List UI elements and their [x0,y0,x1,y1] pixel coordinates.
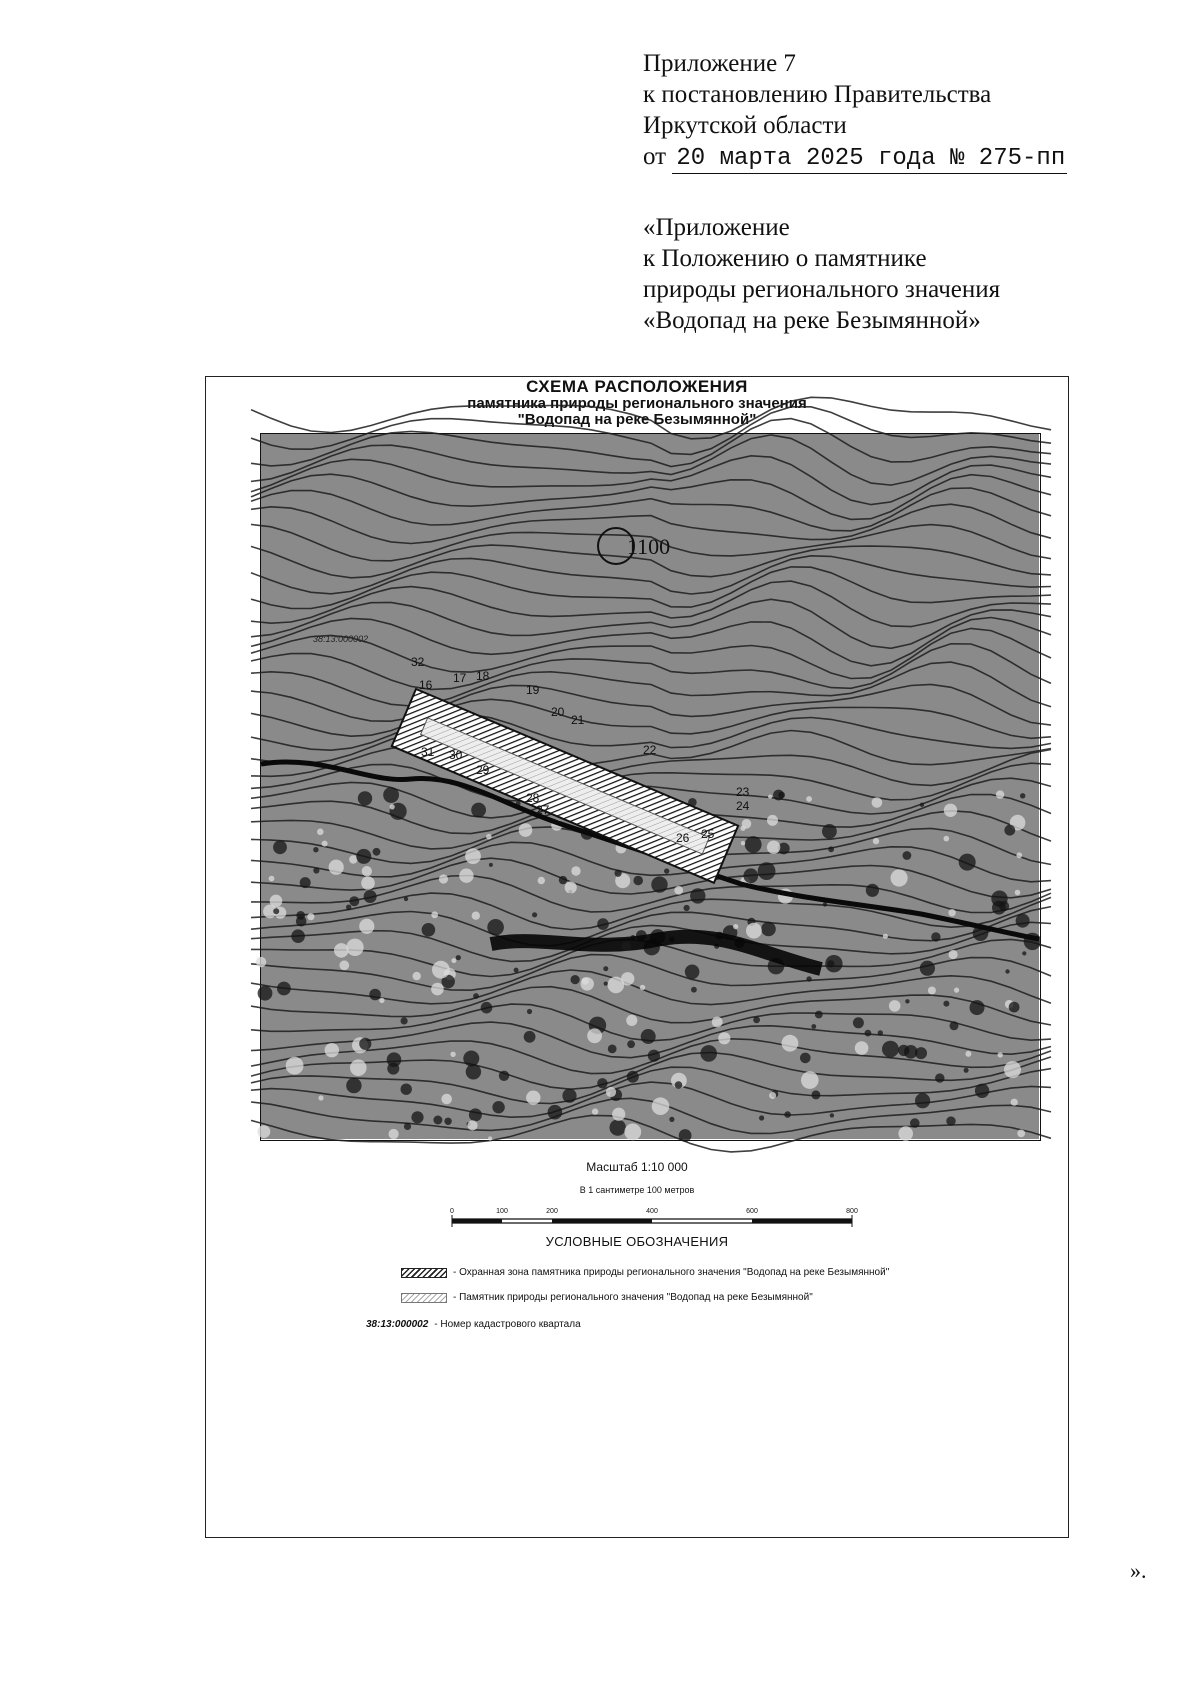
closing-quote: ». [1130,1558,1147,1583]
scale-tick-label: 200 [546,1208,558,1215]
forest-mark [451,958,456,963]
forest-mark [1015,890,1021,896]
forest-mark [532,912,537,917]
forest-mark [361,876,375,890]
forest-mark [891,869,908,886]
forest-mark [411,1111,423,1123]
forest-mark [910,1118,920,1128]
forest-mark [815,1011,823,1019]
forest-mark [492,1101,504,1113]
forest-mark [401,1084,412,1095]
forest-mark [949,950,958,959]
forest-mark [948,909,955,916]
forest-mark [633,876,643,886]
forest-mark [992,901,1006,915]
forest-mark [610,1119,626,1135]
forest-mark [467,1120,477,1130]
forest-mark [339,960,349,970]
cadastral-label: 38:13:000002 [313,634,369,644]
legend-item-monument [401,1292,813,1303]
forest-mark [401,1017,408,1024]
attachment-line-4: «Водопад на реке Безымянной» [643,307,981,334]
legend-label: - Охранная зона памятника природы регионального значения "Водопад на реке Безымянной" [453,1267,890,1278]
forest-mark [404,897,408,901]
forest-mark [928,987,936,995]
decree-number: 20 марта 2025 года № 275-пп [672,145,1067,174]
forest-mark [307,913,314,920]
forest-mark [489,863,493,867]
forest-mark [389,1129,399,1139]
forest-mark [346,905,351,910]
forest-mark [873,838,879,844]
forest-mark [733,924,738,929]
forest-mark [256,957,266,967]
forest-mark [459,869,473,883]
forest-mark [753,1017,760,1024]
forest-mark [514,968,519,973]
forest-mark [920,961,935,976]
decree-line [643,141,1067,174]
forest-mark [488,1136,492,1140]
forest-mark [965,1051,971,1057]
scale-bar [448,1203,856,1235]
forest-mark [317,829,324,836]
forest-mark [472,912,480,920]
forest-mark [559,876,567,884]
forest-mark [679,1129,692,1142]
forest-mark [349,896,359,906]
forest-mark [761,922,776,937]
forest-mark [801,1071,819,1089]
forest-mark [486,834,492,840]
forest-mark [1020,793,1025,798]
forest-mark [582,977,589,984]
forest-mark [685,965,700,980]
forest-mark [959,854,976,871]
forest-mark [362,866,372,876]
boundary-point-32: 32 [411,655,425,669]
forest-mark [358,791,372,805]
forest-mark [346,939,363,956]
forest-mark [740,826,745,831]
forest-mark [767,815,778,826]
forest-mark [592,1108,598,1114]
scale-title: Масштаб 1:10 000 [586,1160,688,1174]
forest-mark [865,1030,872,1037]
forest-mark [296,911,305,920]
forest-mark [712,1017,723,1028]
forest-mark [527,1009,532,1014]
forest-mark [768,795,772,799]
forest-mark [641,1029,656,1044]
forest-mark [782,1035,799,1052]
forest-mark [456,955,461,960]
boundary-point-22: 22 [643,743,657,757]
forest-mark [964,1068,969,1073]
appendix-ref-line: к постановлению Правительства [643,81,992,108]
forest-mark [741,841,745,845]
forest-mark [931,932,940,941]
boundary-point-26: 26 [676,831,690,845]
forest-mark [431,911,438,918]
forest-mark [866,884,879,897]
forest-mark [889,1000,901,1012]
forest-mark [758,862,776,880]
forest-mark [624,1124,641,1141]
document-header [643,48,1067,174]
legend-item-buffer-zone [401,1267,889,1278]
forest-mark [334,943,349,958]
forest-mark [954,988,959,993]
forest-mark [784,1111,791,1118]
forest-mark [743,868,758,883]
forest-mark [300,877,311,888]
forest-mark [648,1050,660,1062]
boundary-point-31: 31 [421,745,435,759]
forest-mark [745,836,762,853]
forest-mark [313,867,319,873]
forest-mark [571,975,580,984]
forest-mark [431,983,444,996]
forest-mark [1004,825,1015,836]
forest-mark [364,890,377,903]
forest-mark [915,1093,930,1108]
forest-mark [830,1113,834,1117]
forest-mark [975,1084,989,1098]
forest-mark [944,804,957,817]
attachment-header [643,212,1000,336]
map-subtitle: памятника природы регионального значения [467,395,807,412]
forest-mark [1005,969,1009,973]
forest-mark [943,1001,949,1007]
attachment-line-3: природы регионального значения [643,276,1001,303]
forest-mark [413,972,421,980]
forest-mark [691,987,697,993]
forest-mark [322,841,328,847]
forest-mark [872,797,883,808]
forest-mark [359,1038,371,1050]
forest-mark [346,1078,361,1093]
scale-tick-label: 600 [746,1208,758,1215]
boundary-point-27: 27 [536,803,550,817]
forest-mark [608,1045,617,1054]
forest-mark [277,982,291,996]
boundary-point-18: 18 [476,669,490,683]
forest-mark [806,976,811,981]
forest-mark [855,1041,869,1055]
forest-mark [349,855,357,863]
forest-mark [904,1045,918,1059]
boundary-point-28: 28 [526,791,540,805]
forest-mark [597,918,609,930]
forest-mark [664,868,669,873]
forest-mark [604,982,608,986]
forest-mark [387,1052,402,1067]
forest-mark [690,888,705,903]
forest-mark [996,790,1004,798]
forest-mark [882,1041,899,1058]
forest-mark [258,986,273,1001]
map-canvas [261,434,1039,1139]
appendix-region-line: Иркутской области [643,112,847,139]
legend-label: - Памятник природы регионального значения "Водопад на реке Безымянной" [453,1292,813,1303]
forest-mark [565,881,577,893]
forest-mark [471,803,486,818]
forest-mark [571,866,580,875]
forest-mark [1016,852,1022,858]
forest-mark [946,1116,955,1125]
topographic-map [260,433,1041,1141]
decree-prefix: от [643,143,667,170]
forest-mark [853,1017,864,1028]
forest-mark [822,824,837,839]
scale-subtitle: В 1 сантиметре 100 метров [579,1185,695,1195]
forest-mark [825,955,842,972]
forest-mark [1009,1002,1020,1013]
forest-mark [313,847,318,852]
scale-tick-label: 100 [496,1208,508,1215]
forest-mark [935,1073,944,1082]
boundary-point-23: 23 [736,785,750,799]
monument-swatch [401,1293,447,1303]
forest-mark [651,876,667,892]
forest-mark [700,1045,717,1062]
forest-mark [466,1064,481,1079]
forest-mark [621,972,634,985]
forest-mark [373,848,381,856]
scale-tick-label: 0 [450,1208,454,1215]
map-title: СХЕМА РАСПОЛОЖЕНИЯ [526,377,748,396]
forest-mark [444,1118,451,1125]
boundary-point-21: 21 [571,713,585,727]
forest-mark [487,919,504,936]
forest-mark [463,1051,479,1067]
forest-mark [640,985,646,991]
forest-mark [465,848,481,864]
forest-mark [1016,914,1030,928]
forest-mark [669,1117,674,1122]
boundary-point-25: 25 [701,827,715,841]
map-frame [205,376,1069,1538]
forest-mark [597,1078,607,1088]
forest-mark [674,886,683,895]
forest-mark [258,1125,271,1138]
forest-mark [800,1053,811,1064]
forest-mark [422,923,436,937]
map-object-name: "Водопад на реке Безымянной" [517,411,757,428]
forest-mark [905,999,909,1003]
forest-mark [920,803,924,807]
forest-mark [469,1108,482,1121]
buffer-zone-swatch [401,1268,447,1278]
elevation-label: 1100 [627,534,671,559]
forest-mark [587,1028,602,1043]
forest-mark [684,905,690,911]
attachment-line-2: к Положению о памятнике [643,245,927,272]
appendix-number: Приложение 7 [643,50,796,77]
boundary-point-17: 17 [453,671,467,685]
forest-mark [369,989,381,1001]
forest-mark [612,1108,625,1121]
boundary-point-24: 24 [736,799,750,813]
forest-mark [1022,951,1026,955]
forest-mark [526,1091,540,1105]
legend-item-cadastral [366,1319,581,1330]
forest-mark [811,1090,820,1099]
forest-mark [473,993,479,999]
forest-mark [519,823,533,837]
forest-mark [675,1081,683,1089]
boundary-point-19: 19 [526,683,540,697]
forest-mark [652,1097,670,1115]
forest-mark [970,1000,985,1015]
forest-mark [627,1071,639,1083]
forest-mark [615,870,622,877]
forest-mark [823,902,827,906]
forest-mark [828,846,834,852]
forest-mark [606,1087,616,1097]
boundary-point-20: 20 [551,705,565,719]
forest-mark [325,1043,339,1057]
forest-mark [806,796,812,802]
boundary-point-29: 29 [476,763,490,777]
cadastral-code: 38:13:000002 [366,1319,429,1330]
forest-mark [432,961,450,979]
boundary-point-30: 30 [449,748,463,762]
forest-mark [898,1126,913,1141]
forest-mark [524,1031,536,1043]
forest-mark [1011,1099,1018,1106]
legend-title: УСЛОВНЫЕ ОБОЗНАЧЕНИЯ [545,1234,729,1249]
forest-mark [390,804,395,809]
forest-mark [481,1002,493,1014]
forest-mark [878,1030,883,1035]
forest-mark [286,1057,304,1075]
forest-mark [944,836,950,842]
forest-mark [538,877,545,884]
forest-mark [499,1071,509,1081]
forest-mark [383,787,399,803]
legend-label: - Номер кадастрового квартала [434,1319,581,1330]
forest-mark [273,908,279,914]
forest-mark [811,1024,816,1029]
scale-tick-label: 800 [846,1208,858,1215]
forest-mark [379,998,384,1003]
forest-mark [433,1116,442,1125]
forest-mark [269,876,275,882]
forest-mark [759,1115,764,1120]
forest-mark [718,1032,730,1044]
forest-mark [950,1021,959,1030]
forest-mark [404,1123,411,1130]
forest-mark [746,923,762,939]
attachment-line-1: «Приложение [643,214,790,241]
forest-mark [767,841,780,854]
forest-mark [439,874,448,883]
forest-mark [1004,1061,1021,1078]
scale-tick-label: 400 [646,1208,658,1215]
forest-mark [627,1040,635,1048]
forest-mark [1017,1130,1025,1138]
boundary-point-16: 16 [419,678,433,692]
forest-mark [350,1059,367,1076]
forest-mark [773,790,784,801]
forest-mark [903,851,912,860]
forest-mark [356,849,371,864]
forest-mark [769,1092,776,1099]
forest-mark [883,934,888,939]
forest-mark [998,1052,1003,1057]
forest-mark [626,1015,637,1026]
forest-mark [450,1052,455,1057]
forest-mark [318,1095,323,1100]
forest-mark [329,860,344,875]
forest-mark [359,919,374,934]
forest-mark [441,1094,452,1105]
forest-mark [273,840,287,854]
forest-mark [603,966,608,971]
forest-mark [291,929,305,943]
forest-mark [548,1105,563,1120]
forest-mark [562,1089,576,1103]
